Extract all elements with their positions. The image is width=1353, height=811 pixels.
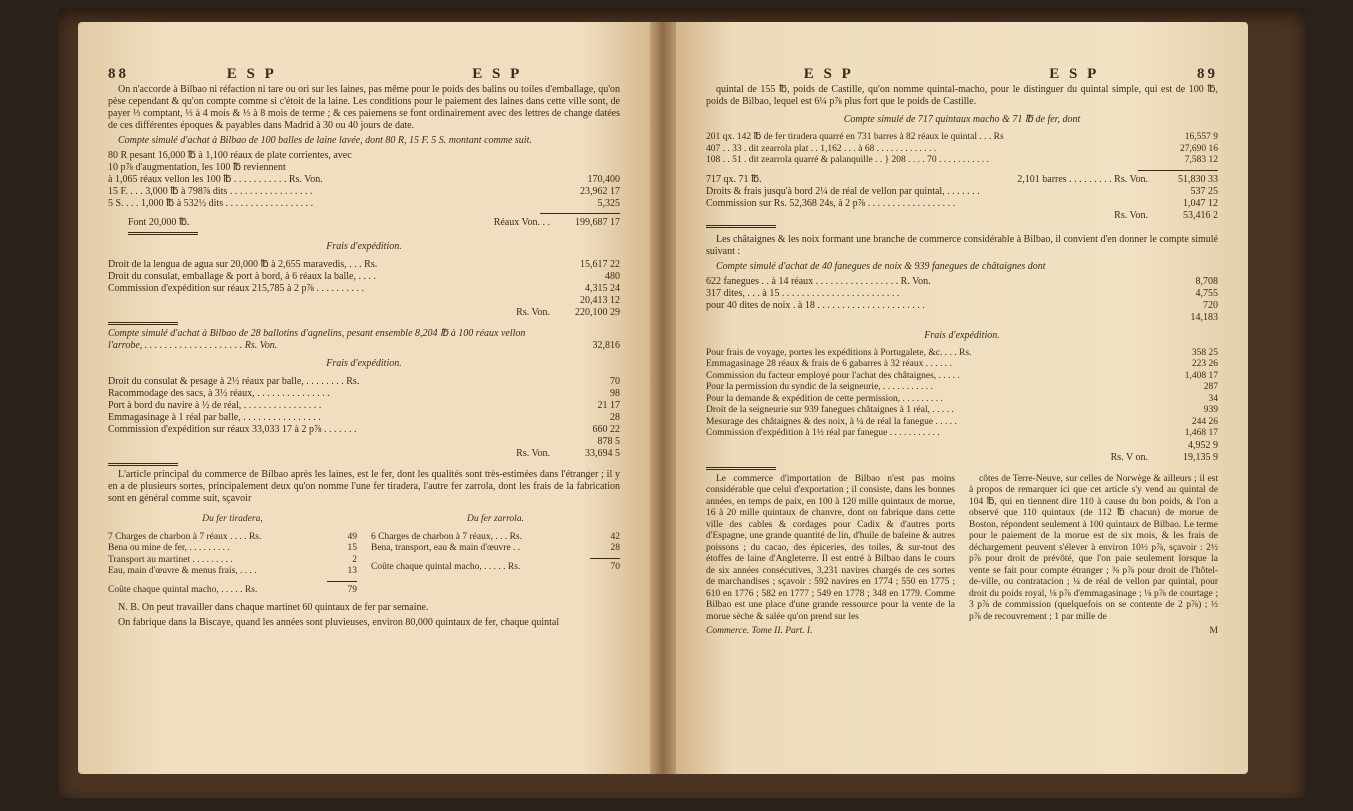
signature-mark: M	[1209, 626, 1218, 636]
row-value: 480	[605, 271, 620, 282]
row-label: Commission d'expédition sur réaux 215,785 à 2 p⅞ . . . . . . . . . .	[108, 283, 364, 294]
account-row	[706, 132, 1218, 144]
frais2-total	[108, 448, 620, 460]
account-row	[108, 532, 357, 544]
frais1-total	[108, 307, 620, 319]
col2-total-value: 70	[610, 561, 620, 572]
row-label: Transport au martinet . . . . . . . . .	[108, 554, 233, 565]
row-value	[550, 150, 620, 162]
row-value: 1,468 17	[1184, 428, 1218, 438]
total-unit: Rs. Von.	[1114, 209, 1148, 221]
row-value: 2	[352, 554, 357, 565]
row-label: Pour la permission du syndic de la seigneurie, . . . . . . . . . . .	[706, 382, 933, 392]
frais2-title: Frais d'expédition.	[326, 358, 402, 369]
col2-title: Du fer zarrola.	[467, 514, 524, 524]
compte-title: Compte simulé de 717 quintaux macho & 71 ℔ de fer, dont	[843, 114, 1081, 125]
running-head-left: E S P	[226, 66, 277, 82]
account-row	[108, 555, 357, 567]
row-label: 201 qx. 142 ℔ de fer tiradera quarré en 731 barres à 82 réaux le quintal . . . Rs	[706, 132, 1004, 142]
account-row	[706, 276, 1218, 288]
account-row	[706, 186, 1218, 198]
account-row	[108, 150, 620, 162]
account-row	[108, 400, 620, 412]
fabric-paragraph: On fabrique dans la Biscaye, quand les années sont pluvieuses, environ 80,000 quintaux de fer, chaque quintal	[118, 617, 560, 628]
row-value: 13	[347, 566, 357, 576]
row-label: Port à bord du navire à ½ de réal, . . . . . . . . . . . . . . . .	[108, 400, 322, 411]
frais2-rows	[108, 376, 620, 436]
nb-note: N. B. On peut travailler dans chaque martinet 60 quintaux de fer par semaine.	[118, 602, 429, 613]
total-label: Font 20,000 ℔.	[128, 217, 190, 228]
account-row	[108, 162, 620, 174]
row-value: 4,755	[1195, 287, 1218, 299]
account-row	[706, 359, 1218, 371]
row-label: 80 R pesant 16,000 ℔ à 1,100 réaux de plate corrientes, avec	[108, 150, 352, 161]
row-value: 244 26	[1191, 416, 1218, 427]
row-label: Droit de la lengua de agua sur 20,000 ℔ à 2,655 maravedis, . . . Rs.	[108, 259, 378, 270]
compte2-title: Compte simulé d'achat à Bilbao de 28 ballotins d'agnelins, pesant ensemble 8,204 ℔ à 100 réaux vellon l'arrobe, . . . . . . . . . . . . . . . . . . . . Rs. Von.	[108, 328, 526, 351]
row-value: 358 25	[1191, 347, 1218, 358]
row-label: 317 dites, . . . à 15 . . . . . . . . . . . . . . . . . . . . . . . .	[706, 287, 900, 299]
compte-total	[706, 174, 1218, 186]
total-value: 53,416 2	[1183, 209, 1218, 221]
frais-total	[706, 452, 1218, 464]
frais2-subtotal: 878 5	[597, 436, 620, 447]
frais-subtotal: 4,952 9	[1188, 439, 1218, 451]
row-value: 223 26	[1191, 359, 1218, 369]
account-row	[706, 155, 1218, 167]
chataignes-intro: Les châtaignes & les noix formant une branche de commerce considérable à Bilbao, il convient d'en donner le compte simulé suivant :	[706, 233, 1218, 257]
row-label: Pour frais de voyage, portes les expéditions à Portugalete, &c. . . . Rs.	[706, 347, 972, 358]
total-value: 19,135 9	[1183, 451, 1218, 463]
running-head-right: E S P	[472, 66, 523, 82]
row-label: Pour la demande & expédition de cette permission, . . . . . . . . .	[706, 393, 943, 404]
frais1-subtotal: 20,413 12	[580, 295, 620, 306]
row-value: 42	[610, 531, 620, 542]
row-value: 16,557 9	[1184, 132, 1218, 142]
row-value: 21 17	[597, 400, 620, 411]
row-label: à 1,065 réaux vellon les 100 ℔ . . . . . . . . . . . Rs. Von.	[108, 174, 323, 185]
col1-total-label: Coûte chaque quintal macho, . . . . . Rs.	[108, 584, 258, 595]
chat-subtotal: 14,183	[1190, 311, 1218, 323]
account-row	[706, 371, 1218, 383]
account-row	[108, 198, 620, 210]
account-row	[108, 174, 620, 186]
total-unit: Rs. V on.	[1110, 451, 1148, 463]
intro-paragraph: On n'accorde à Bilbao ni réfaction ni tare ou ori sur les laines, pas même pour le poids des balins ou toiles d'emballage, qu'on pèse cependant & qu'on compte comme si c'étoit de la laine. Les conditions pour le paiement des laines dans cette ville sont, de payer ⅓ comptant, ⅓ à 4 mois & ⅓ à 8 mois de terme ; & ces paiemens se font ordinairement avec des lettres de change datées de ces différentes époques & payables dans Madrid à 30 ou 40 jours de date.	[108, 84, 620, 131]
row-value: 15,617 22	[580, 259, 620, 270]
row-label: pour 40 dites de noix . à 18 . . . . . . . . . . . . . . . . . . . . . .	[706, 299, 925, 311]
chat-noix	[706, 300, 1218, 312]
right-page-header	[706, 68, 1218, 80]
account-row	[371, 532, 620, 544]
row-label: Commission sur Rs. 52,368 24s, à 2 p⅞ . . . . . . . . . . . . . . . . . .	[706, 197, 956, 209]
left-page	[78, 22, 650, 774]
right-page	[676, 22, 1248, 774]
compte1-total	[108, 217, 620, 229]
account-row	[706, 405, 1218, 417]
running-head-left: E S P	[803, 66, 854, 82]
account-row	[108, 271, 620, 283]
total-unit: Réaux Von. . .	[493, 217, 550, 228]
fer-columns	[108, 508, 620, 596]
account-row	[706, 394, 1218, 406]
row-value: 4,315 24	[585, 283, 620, 294]
account-row	[108, 186, 620, 198]
frais-rows	[706, 348, 1218, 440]
fer-tiradera-column	[108, 508, 357, 596]
row-label: Mesurage des châtaignes & des noix, à ¼ de réal la fanegue . . . . .	[706, 416, 957, 427]
compte-rows	[706, 132, 1218, 167]
row-label: 10 p⅞ d'augmentation, les 100 ℔ reviennent	[108, 162, 286, 173]
total-value: 199,687 17	[575, 217, 620, 228]
row-label: 407 . . 33 . dit zearrola plat . . 1,162 . . . à 68 . . . . . . . . . . . . .	[706, 143, 937, 154]
frais1-rows	[108, 259, 620, 295]
row-value: 28	[610, 412, 620, 423]
row-label: Droit du consulat & pesage à 2½ réaux par balle, . . . . . . . . Rs.	[108, 376, 360, 387]
text-columns	[706, 474, 1218, 638]
page-number: 88	[108, 66, 129, 82]
row-value: 660 22	[592, 424, 620, 435]
row-value: 98	[610, 388, 620, 399]
import-col1: Le commerce d'importation de Bilbao n'est pas moins considérable que celui d'exportation ; il consiste, dans les bonnes années, en temps de paix, en 100 à 120 mille quintaux de morue, 16 à 20 mille quintaux de chanvre, dont on fabrique dans cette ville des cables & cordages pour Cadix & d'autres ports d'Espagne, une grande quantité de lin, d'huile de baleine & autres poissons ; du cacao, des épiceries, des toiles, & sur-tout des étoffes de laine d'Angleterre. Il est entré à Bilbao dans le cours de six années consécutives, 3,231 navires chargés de ces sortes de marchandises ; sçavoir : 592 navires en 1774 ; 550 en 1775 ; 610 en 1776 ; 582 en 1777 ; 549 en 1778 ; 348 en 1779. Comme Bilbao est une place d'une grande ressource pour la vente de la morue sèche & salée qu'on prend sur les	[706, 473, 955, 622]
account-row	[108, 259, 620, 271]
row-label: Racommodage des sacs, à 3½ réaux, . . . . . . . . . . . . . . .	[108, 388, 330, 399]
row-label: 15 F. . . . 3,000 ℔ à 798⅞ dits . . . . . . . . . . . . . . . . .	[108, 186, 313, 197]
row-label: 7 Charges de charbon à 7 réaux . . . . Rs.	[108, 531, 262, 542]
row-label: Droits & frais jusqu'à bord 2¼ de réal de vellon par quintal, . . . . . . .	[706, 185, 980, 197]
account-row	[706, 144, 1218, 156]
row-label: Emmagasinage 28 réaux & frais de 6 gabarres à 32 réaux . . . . . .	[706, 359, 952, 369]
total-value: 51,830 33	[1178, 173, 1218, 185]
row-label: Commission du facteur employé pour l'achat des châtaignes, . . . . .	[706, 370, 960, 381]
account-row	[706, 288, 1218, 300]
account-row	[706, 348, 1218, 360]
row-value: 287	[1203, 382, 1218, 392]
row-label: 108 . . 51 . dit zearrola quarré & palanquille . . } 208 . . . . 70 . . . . . . . . . . .	[706, 155, 989, 165]
row-label: Emmagasinage à 1 réal par balle, . . . . . . . . . . . . . . . .	[108, 412, 321, 423]
row-value: 1,408 17	[1184, 370, 1218, 381]
account-row	[706, 382, 1218, 394]
row-value: 170,400	[587, 174, 620, 185]
account-row	[108, 543, 357, 555]
total-unit: Rs. Von.	[516, 448, 550, 459]
row-value: 34	[1208, 393, 1218, 404]
row-label: Bena, transport, eau & main d'œuvre . .	[371, 543, 521, 553]
row-value: 1,047 12	[1183, 197, 1218, 209]
compte2-value: 32,816	[592, 340, 620, 351]
total-value: 33,694 5	[585, 448, 620, 459]
compte2	[108, 328, 620, 352]
right-intro: quintal de 155 ℔, poids de Castille, qu'on nomme quintal-macho, pour le distinguer du quintal simple, qui est de 100 ℔, poids de Bilbao, lequel est 6¼ p⅞ plus fort que le poids de Castille.	[706, 84, 1218, 107]
row-label: 5 S. . . . 1,000 ℔ à 532½ dits . . . . . . . . . . . . . . . . . .	[108, 198, 314, 209]
row-value: 49	[347, 531, 357, 542]
book-gutter	[648, 22, 678, 774]
row-value: 23,962 17	[580, 186, 620, 197]
row-label: Eau, main d'œuvre & menus frais, . . . .	[108, 566, 257, 576]
row-value: 939	[1203, 405, 1218, 415]
account-row	[108, 424, 620, 436]
compte1-rows	[108, 150, 620, 210]
row-label: Droit de la seigneurie sur 939 fanegues châtaignes à 1 réal, . . . . .	[706, 405, 954, 415]
frais1-title: Frais d'expédition.	[326, 241, 402, 252]
row-label: Commission d'expédition à 1½ réal par fanegue . . . . . . . . . . .	[706, 428, 940, 438]
row-value: 7,583 12	[1184, 155, 1218, 165]
account-row	[108, 566, 357, 578]
row-label: 622 fanegues . . à 14 réaux . . . . . . . . . . . . . . . . . R. Von.	[706, 275, 931, 287]
page-footer: Commerce. Tome II. Part. I.	[706, 626, 813, 636]
account-row	[108, 283, 620, 295]
compte1-title: Compte simulé d'achat à Bilbao de 100 balles de laine lavée, dont 80 R, 15 F. 5 S. montant comme suit.	[118, 135, 532, 146]
fer-zarrola-column	[371, 508, 620, 596]
total-unit: Rs. Von.	[516, 307, 550, 318]
left-page-header	[108, 68, 620, 80]
article-paragraph: L'article principal du commerce de Bilbao après les laines, est le fer, dont les qualités sont très-estimées dans l'étranger ; il y en a de plusieurs sortes, principalement deux qu'on nomme l'une fer tiradera, l'autre fer zarrola, dont les frais de la fabrication sont en général comme suit, sçavoir	[108, 469, 620, 504]
col1-title: Du fer tiradera,	[202, 514, 263, 524]
row-label: Droit du consulat, emballage & port à bord, à 6 réaux la balle, . . . .	[108, 271, 376, 282]
running-head-right: E S P	[1049, 66, 1100, 82]
account-row	[706, 198, 1218, 210]
frais-title: Frais d'expédition.	[924, 329, 1000, 341]
row-value: 28	[610, 543, 620, 553]
row-label: Bena ou mine de fer, . . . . . . . . .	[108, 543, 230, 553]
account-row	[108, 388, 620, 400]
row-value: 5,325	[597, 198, 620, 209]
page-number: 89	[1197, 66, 1218, 82]
col2-total-label: Coûte chaque quintal macho, . . . . . Rs.	[371, 561, 521, 572]
account-row	[108, 412, 620, 424]
compte-grand-total	[706, 210, 1218, 222]
row-value: 537 25	[1190, 185, 1218, 197]
row-value: 15	[347, 543, 357, 553]
total-label: 717 qx. 71 ℔.	[706, 173, 762, 185]
compte-fees	[706, 186, 1218, 210]
col1-total-value: 79	[347, 584, 357, 595]
row-label: 6 Charges de charbon à 7 réaux, . . . Rs.	[371, 531, 522, 542]
total-unit: 2,101 barres . . . . . . . . . Rs. Von.	[1017, 173, 1148, 185]
row-value: 720	[1203, 299, 1218, 311]
account-row	[371, 543, 620, 555]
import-col2: côtes de Terre-Neuve, sur celles de Norwège & ailleurs ; il est à propos de remarquer ici que cet article s'y vend au quintal de 104 ℔, qui en tiennent dire 110 à cause du bon poids, & l'on a observé que 110 quintaux (de 112 ℔ chacun) de morue de Boston, répondent seulement à 100 quintaux de Bilbao. Le terme pour le paiement de la morue est de six mois, & les frais de déchargement peuvent s'élever à environ 10½ p⅞, sçavoir : 2½ p⅞ pour droit de prévôté, que l'on paie seulement lorsque la vente se fait pour compte étranger ; ⅜ p⅞ pour droit de l'hôtel-de-ville, ou contratacion ; ¼ de réal de vellon par quintal, pour droit du poids royal, ⅛ p⅞ d'emmagasinage ; ⅛ p⅞ de courtage ; 3 p⅞ de commission (quelquefois on se contente de 2 p⅞) ; ½ p⅞ de recouvrement ; 1 par mille de	[969, 473, 1218, 622]
row-label: Commission d'expédition sur réaux 33,033 17 à 2 p⅞ . . . . . . .	[108, 424, 357, 435]
chat-rows	[706, 276, 1218, 300]
account-row	[108, 376, 620, 388]
row-value: 70	[610, 376, 620, 387]
row-value	[550, 162, 620, 174]
row-value: 27,690 16	[1180, 143, 1218, 154]
total-value: 220,100 29	[575, 307, 620, 318]
account-row	[706, 428, 1218, 440]
row-value: 8,708	[1195, 275, 1218, 287]
chat-title: Compte simulé d'achat de 40 fanegues de noix & 939 fanegues de châtaignes dont	[716, 260, 1046, 272]
account-row	[706, 417, 1218, 429]
